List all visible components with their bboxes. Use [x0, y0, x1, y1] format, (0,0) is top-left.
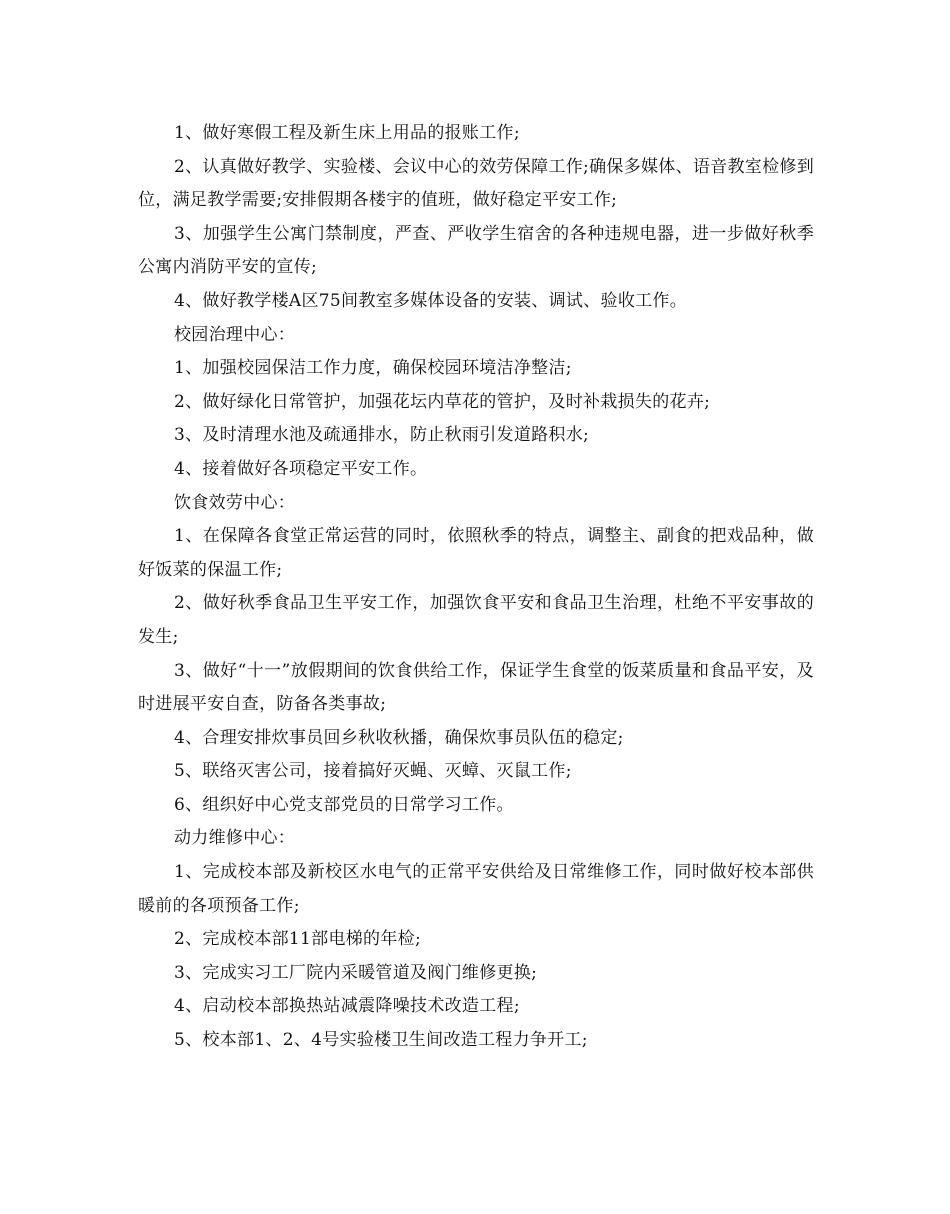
list-item: 4、启动校本部换热站减震降噪技术改造工程; — [174, 996, 520, 1017]
list-item: 2、认真做好教学、实验楼、会议中心的效劳保障工作;确保多媒体、语音教室检修到位，满足教学需要;安排假期各楼宇的值班，做好稳定平安工作; — [138, 156, 814, 211]
list-item: 1、在保障各食堂正常运营的同时，依照秋季的特点，调整主、副食的把戏品种，做好饭菜的保温工作; — [138, 526, 814, 580]
list-item: 1、做好寒假工程及新生床上用品的报账工作; — [174, 123, 520, 143]
document-body — [138, 117, 814, 1058]
list-item: 2、完成校本部11部电梯的年检; — [174, 929, 421, 950]
list-item: 2、做好绿化日常管护，加强花坛内草花的管护，及时补栽损失的花卉; — [174, 391, 711, 412]
list-item: 3、做好“十一”放假期间的饮食供给工作，保证学生食堂的饭菜质量和食品平安，及时进展平安自查，防备各类事故; — [138, 660, 814, 715]
list-item: 1、加强校园保洁工作力度，确保校园环境洁净整洁; — [174, 358, 572, 379]
list-item: 4、做好教学楼A区75间教室多媒体设备的安装、调试、验收工作。 — [174, 290, 688, 311]
section-heading-catering-service: 饮食效劳中心： — [174, 492, 296, 513]
list-item: 6、组织好中心党支部党员的日常学习工作。 — [174, 794, 514, 815]
list-item: 1、完成校本部及新校区水电气的正常平安供给及日常维修工作，同时做好校本部供暖前的各项预备工作; — [138, 862, 814, 916]
list-item: 3、加强学生公寓门禁制度，严查、严收学生宿舍的各种违规电器，进一步做好秋季公寓内消防平安的宣传; — [138, 223, 814, 278]
list-item: 3、完成实习工厂院内采暖管道及阀门维修更换; — [174, 962, 538, 983]
list-item: 4、接着做好各项稳定平安工作。 — [174, 458, 428, 479]
list-item: 2、做好秋季食品卫生平安工作，加强饮食平安和食品卫生治理，杜绝不平安事故的发生; — [138, 593, 814, 647]
list-item: 5、校本部1、2、4号实验楼卫生间改造工程力争开工; — [174, 1030, 588, 1051]
list-item: 3、及时清理水池及疏通排水，防止秋雨引发道路积水; — [174, 425, 590, 446]
list-item: 5、联络灭害公司，接着搞好灭蝇、灭蟑、灭鼠工作; — [174, 761, 572, 782]
list-item: 4、合理安排炊事员回乡秋收秋播，确保炊事员队伍的稳定; — [174, 727, 624, 748]
section-heading-power-maintenance: 动力维修中心： — [174, 828, 296, 849]
section-heading-campus-management: 校园治理中心： — [174, 324, 296, 345]
